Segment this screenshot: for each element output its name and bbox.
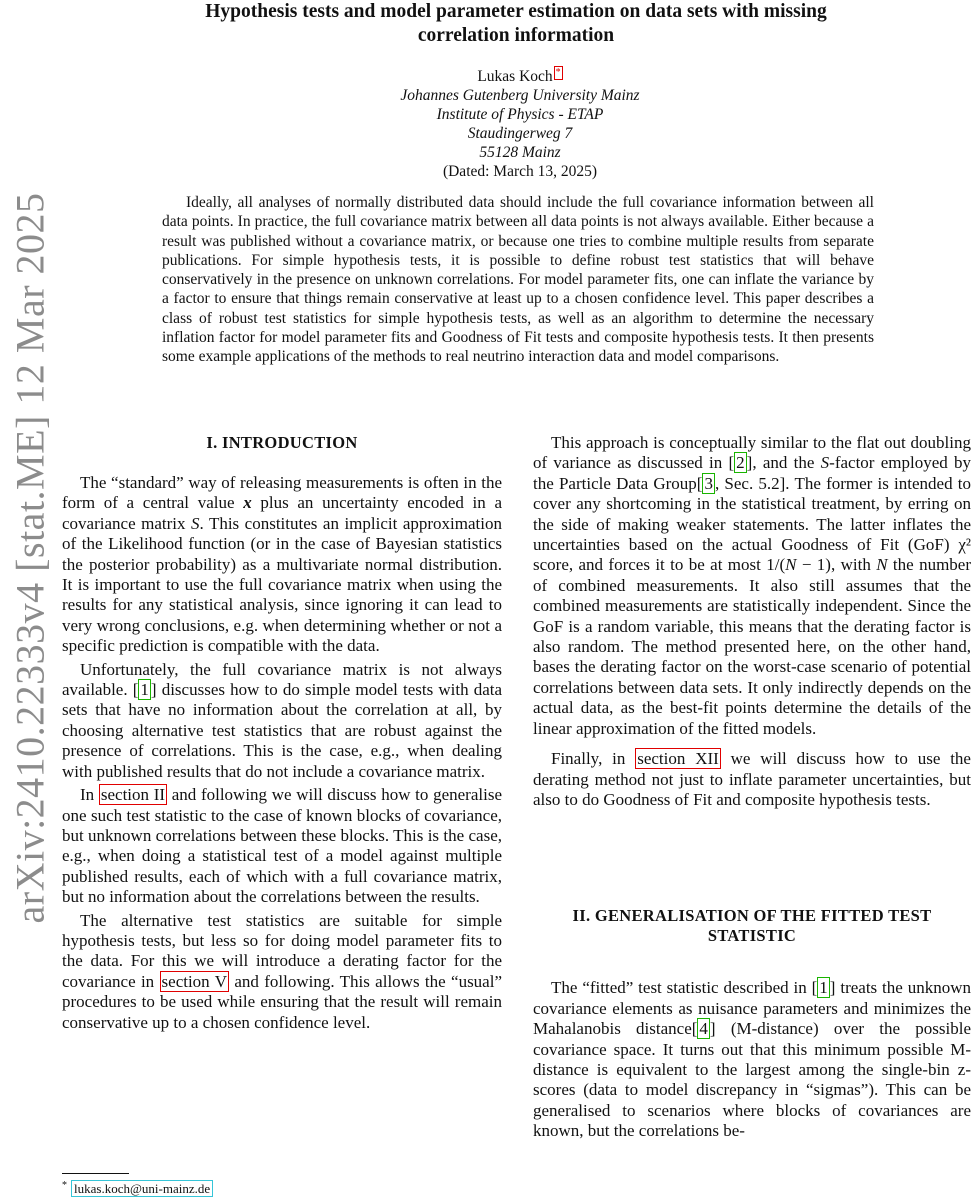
paper-title (60, 0, 972, 48)
paragraph: In section II and following we will discuss how to generalise one such test statistic to the case of known blocks of covariance, but unknown correlations between these blocks. This is the case, e.g., when doing a statistical test of a model against multiple published results, each of which with a full covariance matrix, but no information about the correlations between the results. (62, 785, 502, 907)
left-column (62, 433, 502, 1033)
footnote (62, 1180, 213, 1197)
paragraph: The “fitted” test statistic described in [ 1 ] treats the unknown covariance elements as nuisance parameters and minimizes the Mahalanobis distance[ 4 ] (M-distance) over the possible covariance space. It turns out that this minimum possible M-distance is equivalent to the largest among the single-bin z-scores (data to model discrepancy in “sigmas”). This can be generalised to scenarios where blocks of covariances are known, but the correlations be- (533, 978, 972, 1141)
citation-link[interactable]: 4 (699, 1019, 708, 1039)
affiliation-line: Institute of Physics - ETAP (436, 106, 604, 124)
citation-link[interactable]: 1 (140, 680, 149, 700)
dated-line: (Dated: March 13, 2025) (442, 163, 598, 181)
citation-link[interactable]: 1 (819, 978, 828, 998)
author-name-text: Lukas Koch (477, 68, 553, 86)
section-link[interactable]: section XII (637, 749, 719, 769)
author-block (340, 66, 700, 181)
section-heading-generalisation: II. GENERALISATION OF THE FITTED TEST STATISTIC (572, 906, 932, 946)
title-line-1: Hypothesis tests and model parameter estimation on data sets with missing (205, 1, 827, 22)
paragraph: The alternative test statistics are suitable for simple hypothesis tests, but less so for doing model parameter fits to the data. For this we will introduce a derating factor for the covariance in section V and following. This allows the “usual” procedures to be used while ensuring that the result will remain conservative up to a chosen confidence level. (62, 910, 502, 1032)
abstract: Ideally, all analyses of normally distributed data should include the full covariance information between all data points. In practice, the full covariance matrix between all data points is not always available. Either because a result was published without a covariance matrix, or because one tries to combine multiple results from separate publications. For simple hypothesis tests, it is possible to define robust test statistics that will behave conservatively in the presence on unknown correlations. For model parameter fits, one can inflate the variance by a factor to ensure that things remain conservative at least up to a chosen confidence level. This paper describes a class of robust test statistics for simple hypothesis tests, as well as an algorithm to determine the necessary inflation factor for model parameter fits and Goodness of Fit tests and composite hypothesis tests. It then presents some example applications of the methods to real neutrino interaction data and model comparisons. (162, 194, 874, 366)
paragraph: This approach is conceptually similar to the flat out doubling of variance as discussed in [ 2 ], and the S-factor employed by the Particle Data Group[ 3 , Sec. 5.2]. The former is intended to cover any shortcoming in the statistical treatment, by erring on the side of making weaker statements. The latter inflates the uncertainties based on the actual Goodness of Fit (GoF) χ² score, and forces it to be at most 1/(N − 1), with N the number of combined measurements. It also still assumes that the combined measurements are statistically independent. Since the GoF is a random variable, this means that the derating factor is also random. The method presented here, on the other hand, bases the derating factor on the worst-case scenario of potential correlations between data sets. It only indirectly depends on the actual data, as the best-fit points determine the details of the linear approximation of the fitted models. (533, 433, 971, 738)
footnote-mark: * (62, 1180, 67, 1191)
citation-link[interactable]: 3 (704, 473, 713, 493)
citation-link[interactable]: 2 (736, 453, 745, 473)
section-heading-introduction: I. INTRODUCTION (206, 433, 358, 452)
email-link[interactable]: lukas.koch@uni-mainz.de (71, 1180, 213, 1197)
arxiv-identifier: arXiv:2410.22333v4 [stat.ME] 12 Mar 2025 (7, 192, 53, 924)
title-line-2: correlation information (417, 25, 615, 46)
paragraph: The “standard” way of releasing measurements is often in the form of a central value x plus an uncertainty encoded in a covariance matrix S. This constitutes an implicit approximation of the Likelihood function (or in the case of Bayesian statistics the posterior probability) as a multivariate normal distribution. It is important to use the full covariance matrix when using the results for any statistical analysis, since ignoring it can lead to very wrong conclusions, e.g. when determining whether or not a specific prediction is compatible with the data. (62, 473, 502, 656)
affiliation-line: 55128 Mainz (479, 144, 561, 162)
footnote-rule (62, 1173, 129, 1174)
author-footnote-link[interactable]: * (555, 67, 561, 78)
affiliation-line: Johannes Gutenberg University Mainz (400, 87, 640, 105)
right-column (533, 433, 971, 1142)
paragraph: Unfortunately, the full covariance matrix is not always available. [ 1 ] discusses how to do simple model tests with data sets that have no information about the correlation at all, by choosing alternative test statistics that are robust against the presence of correlations. This is the case, e.g., when dealing with published results that do not include a covariance matrix. (62, 659, 503, 781)
section-link[interactable]: section II (100, 785, 166, 805)
affiliation-line: Staudingerweg 7 (467, 125, 573, 143)
paragraph: Finally, in section XII we will discuss how to use the derating method not just to inflate parameter uncertainties, but also to do Goodness of Fit and composite hypothesis tests. (533, 749, 971, 809)
section-link[interactable]: section V (161, 971, 227, 991)
author-name (340, 66, 700, 86)
